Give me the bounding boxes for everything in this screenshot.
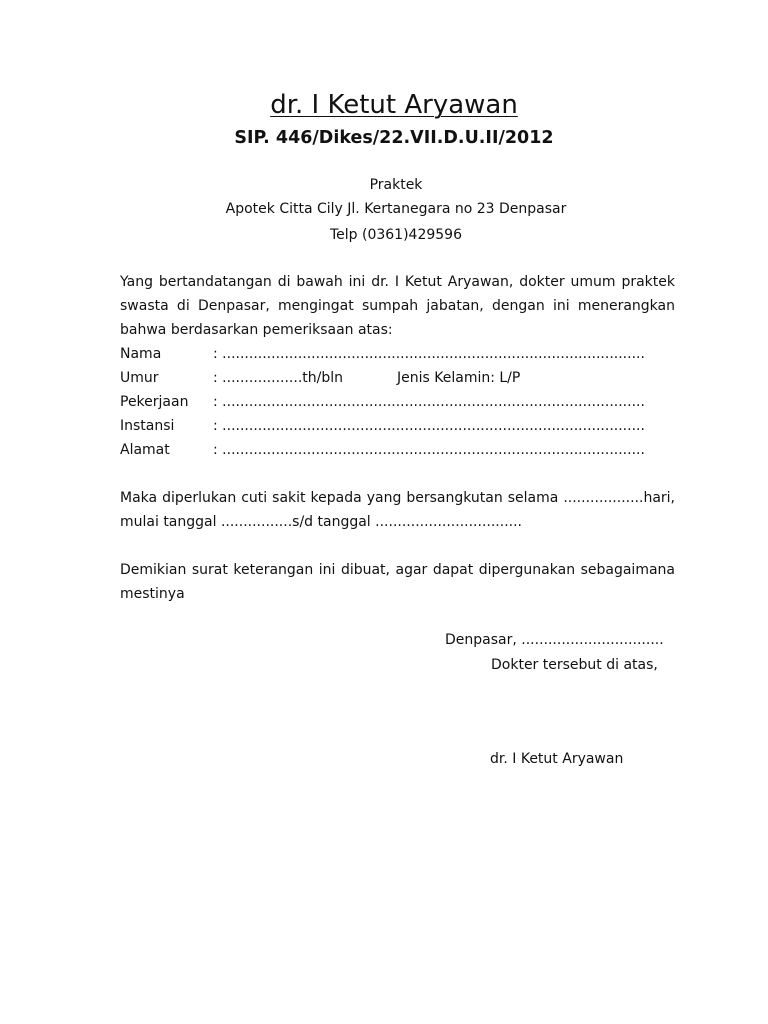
intro-paragraph: Yang bertandatangan di bawah ini dr. I Ketut Aryawan, dokter umum praktek swasta di Denpasar, mengingat sumpah jabatan, dengan ini menerangkan bahwa berdasarkan pemeriksaan atas: xyxy=(120,274,675,338)
field-label: Alamat xyxy=(120,442,170,458)
field-row-alamat xyxy=(120,438,680,462)
field-row-nama xyxy=(120,342,680,366)
field-row-umur xyxy=(120,366,680,390)
practice-address: Apotek Citta Cily Jl. Kertanegara no 23 Denpasar xyxy=(225,201,567,217)
field-row-instansi xyxy=(120,414,680,438)
field-value: : ............................................................................................... xyxy=(213,418,645,434)
field-row-pekerjaan xyxy=(120,390,680,414)
closing-paragraph: Demikian surat keterangan ini dibuat, agar dapat dipergunakan sebagaimana mestinya xyxy=(120,562,675,602)
doctor-name-title: dr. I Ketut Aryawan xyxy=(270,90,518,120)
field-label: Pekerjaan xyxy=(120,394,189,410)
sip-number: SIP. 446/Dikes/22.VII.D.U.II/2012 xyxy=(234,128,554,148)
field-value: : ..................th/bln xyxy=(213,370,343,386)
signer-role: Dokter tersebut di atas, xyxy=(491,657,658,673)
place-date: Denpasar, ................................ xyxy=(445,632,664,648)
gender-field: Jenis Kelamin: L/P xyxy=(397,370,521,386)
leave-paragraph: Maka diperlukan cuti sakit kepada yang bersangkutan selama ..................hari, mulai tanggal ................s/d tanggal ................................. xyxy=(120,490,675,530)
field-value: : ............................................................................................... xyxy=(213,346,645,362)
practice-label: Praktek xyxy=(369,177,423,193)
signer-name: dr. I Ketut Aryawan xyxy=(490,751,624,767)
field-label: Instansi xyxy=(120,418,175,434)
field-label: Nama xyxy=(120,346,162,362)
practice-phone: Telp (0361)429596 xyxy=(329,227,462,243)
field-label: Umur xyxy=(120,370,159,386)
field-value: : ............................................................................................... xyxy=(213,394,645,410)
field-value: : ............................................................................................... xyxy=(213,442,645,458)
